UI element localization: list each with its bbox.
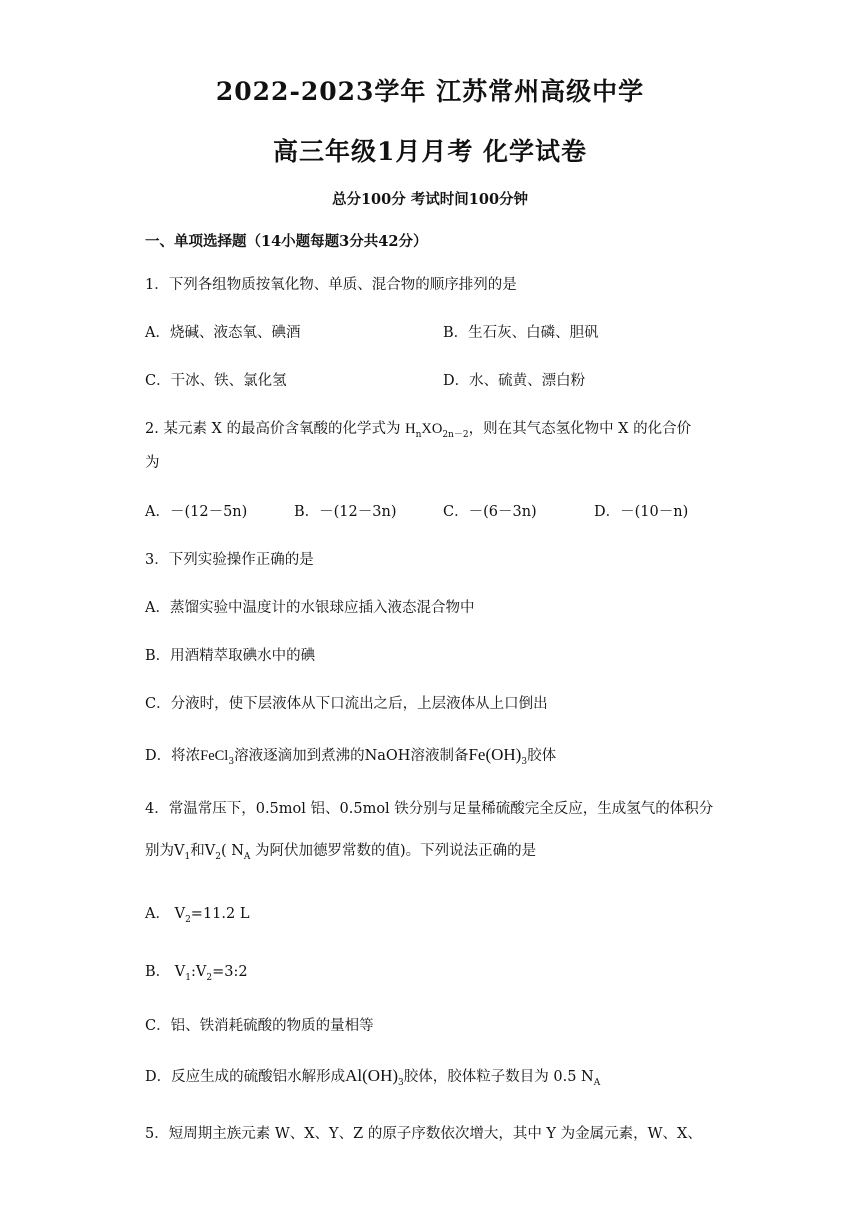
q3-option-c: C．分液时，使下层液体从下口流出之后，上层液体从上口倒出 <box>145 696 548 712</box>
q4-stem-line2 <box>145 839 536 860</box>
q3-stem: 3．下列实验操作正确的是 <box>145 552 314 568</box>
q4-line2-c: ( N <box>220 843 244 859</box>
q3-optd-suffix: 胶体 <box>527 748 557 764</box>
q4-optd-al: Al(OH) <box>345 1066 399 1085</box>
q2-stem-prefix: 2. 某元素 X 的最高价含氧酸的化学式为 <box>145 421 406 437</box>
q2-formula-xo: XO <box>421 421 443 437</box>
q1-option-b: B．生石灰、白磷、胆矾 <box>443 325 599 341</box>
q1-option-d: D．水、硫黄、漂白粉 <box>443 373 586 389</box>
q4-option-a <box>145 902 249 923</box>
q4-stem-line1: 4．常温常压下，0.5mol 铝、0.5mol 铁分别与足量稀硫酸完全反应，生成氢气的体积分 <box>145 801 714 817</box>
q2-stem <box>145 417 691 438</box>
q3-option-a: A．蒸馏实验中温度计的水银球应插入液态混合物中 <box>145 600 475 616</box>
exam-title-line1: 2022-2023学年 江苏常州高级中学 <box>215 77 645 106</box>
q4-optb-1: 1 <box>185 972 191 983</box>
q4-line2-na: A <box>243 851 251 862</box>
q4-line2-2: 2 <box>215 851 221 862</box>
q3-optd-feoh: Fe(OH) <box>468 745 522 764</box>
q4-optb-c: =3:2 <box>212 964 248 980</box>
q3-optd-3b: 3 <box>521 756 528 767</box>
q2-stem-line2: 为 <box>145 455 160 471</box>
exam-subtitle: 总分100分 考试时间100分钟 <box>331 191 529 208</box>
q2-stem-suffix: ，则在其气态氢化物中 X 的化合价 <box>468 421 692 437</box>
q4-line2-b: 和V <box>190 843 216 859</box>
q4-opta-a: A． V <box>145 906 186 922</box>
q4-opta-b: =11.2 L <box>190 906 250 922</box>
q3-optd-mid: 溶液逐滴加到煮沸的NaOH溶液制备 <box>234 748 469 764</box>
q4-optb-2: 2 <box>206 972 213 983</box>
q4-opta-2: 2 <box>185 914 191 925</box>
q4-line2-d: 为阿伏加德罗常数的值)。下列说法正确的是 <box>250 843 537 859</box>
exam-title-line2: 高三年级1月月考 化学试卷 <box>272 137 588 166</box>
q4-line2-1: 1 <box>184 851 191 862</box>
q4-option-c: C．铝、铁消耗硫酸的物质的量相等 <box>145 1018 374 1034</box>
section-heading: 一、单项选择题（14小题每题3分共42分） <box>145 233 428 250</box>
q2-formula-sub: 2n－2 <box>442 429 469 440</box>
q2-option-b: B．－(12－3n) <box>294 504 397 520</box>
q4-line2-a: 别为V <box>145 843 185 859</box>
q3-optd-3: 3 <box>228 756 235 767</box>
q4-optd-3: 3 <box>398 1077 404 1088</box>
q2-formula-h: H <box>405 421 416 437</box>
q5-stem: 5．短周期主族元素 W、X、Y、Z 的原子序数依次增大，其中 Y 为金属元素，W、X、 <box>145 1126 702 1142</box>
q4-optb-b: :V <box>190 964 207 980</box>
q4-optd-a: D．反应生成的硫酸铝水解形成 <box>145 1069 346 1085</box>
q3-option-b: B．用酒精萃取碘水中的碘 <box>145 648 316 664</box>
q4-optd-na: A <box>593 1077 601 1088</box>
q1-option-c: C．干冰、铁、氯化氢 <box>145 373 287 389</box>
q4-optb-a: B． V <box>145 964 186 980</box>
q1-stem: 1．下列各组物质按氧化物、单质、混合物的顺序排列的是 <box>145 277 517 293</box>
q4-optd-b: 胶体，胶体粒子数目为 0.5 N <box>403 1069 594 1085</box>
q3-optd-prefix: D．将浓 <box>145 748 201 764</box>
q2-formula-n: n <box>415 429 422 440</box>
q2-option-a: A．－(12－5n) <box>145 504 248 520</box>
q2-option-d: D．－(10－n) <box>594 504 689 520</box>
q3-optd-fecl: FeCl <box>200 748 229 764</box>
q4-option-d <box>145 1065 600 1086</box>
q2-option-c: C．－(6－3n) <box>443 504 537 520</box>
q4-option-b <box>145 960 248 981</box>
q3-option-d <box>145 744 556 765</box>
q1-option-a: A．烧碱、液态氧、碘酒 <box>145 325 301 341</box>
